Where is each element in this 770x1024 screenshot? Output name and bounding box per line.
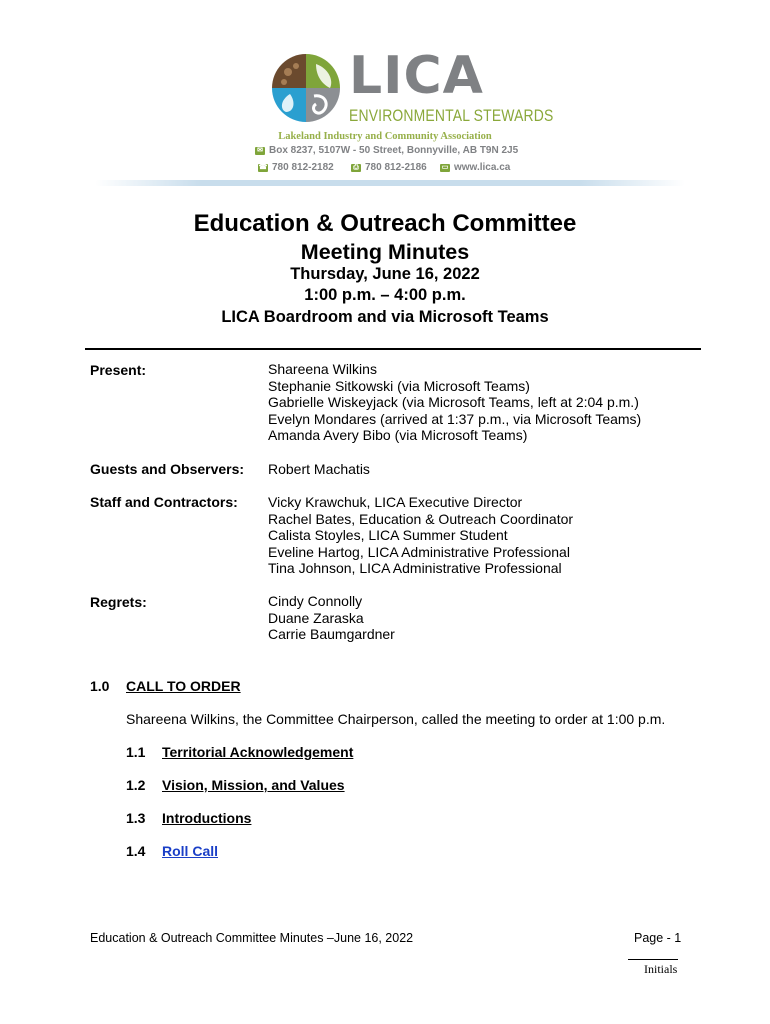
committee-title: Education & Outreach Committee: [193, 210, 577, 237]
present-list: [268, 361, 641, 444]
contact-fax: [351, 162, 427, 173]
guests-list: [268, 461, 370, 478]
rollcall-link[interactable]: Roll Call: [162, 843, 219, 859]
staff-list: [268, 494, 573, 577]
section-title: CALL TO ORDER: [126, 678, 241, 694]
staff-name: Eveline Hartog, LICA Administrative Professional: [268, 543, 570, 560]
lica-logo-mark: [268, 50, 344, 126]
staff-name: Vicky Krawchuk, LICA Executive Director: [268, 494, 523, 510]
subsection-number: 1.1: [126, 744, 146, 760]
section-number: 1.0: [90, 678, 110, 694]
phone-text: 780 812-2182: [272, 162, 334, 173]
regret-name: Cindy Connolly: [268, 593, 363, 609]
initials-line: [628, 959, 678, 960]
guests-label: Guests and Observers:: [90, 461, 245, 477]
subsection-title: Territorial Acknowledgement: [162, 744, 354, 760]
document-type: Meeting Minutes: [300, 240, 470, 264]
subsection-title: Vision, Mission, and Values: [162, 777, 345, 793]
meeting-time: 1:00 p.m. – 4:00 p.m.: [304, 286, 466, 304]
page-number: Page - 1: [634, 931, 682, 945]
attendee-name: Gabrielle Wiskeyjack (via Microsoft Teams, left at 2:04 p.m.): [268, 394, 639, 410]
mail-icon: ✉: [255, 147, 265, 155]
subsection-number: 1.4: [126, 843, 146, 859]
present-label: Present:: [90, 362, 147, 378]
attendee-name: Stephanie Sitkowski (via Microsoft Teams): [268, 377, 530, 394]
staff-name: Rachel Bates, Education & Outreach Coordinator: [268, 510, 574, 527]
subsection-number: 1.2: [126, 777, 146, 793]
attendee-name: Evelyn Mondares (arrived at 1:37 p.m., via Microsoft Teams): [268, 410, 642, 427]
staff-name: Calista Stoyles, LICA Summer Student: [268, 527, 508, 543]
address-text: Box 8237, 5107W - 50 Street, Bonnyville, AB T9N 2J5: [269, 145, 519, 156]
regret-name: Carrie Baumgardner: [268, 626, 395, 642]
staff-label: Staff and Contractors:: [90, 494, 238, 510]
regret-name: Duane Zaraska: [268, 609, 364, 626]
subsection-number: 1.3: [126, 810, 146, 826]
attendee-name: Amanda Avery Bibo (via Microsoft Teams): [268, 427, 528, 443]
attendee-name: Shareena Wilkins: [268, 361, 377, 377]
computer-icon: ▭: [441, 163, 449, 171]
phone-icon: ☎: [258, 163, 268, 171]
contact-website[interactable]: [440, 162, 510, 173]
fax-text: 780 812-2186: [365, 162, 427, 173]
staff-name: Tina Johnson, LICA Administrative Professional: [268, 560, 562, 576]
subsection-title: Introductions: [162, 810, 252, 826]
initials-label: Initials: [644, 962, 678, 976]
website-link[interactable]: www.lica.ca: [454, 162, 511, 173]
fax-icon: ⎙: [351, 164, 361, 172]
contact-address: [255, 145, 518, 156]
logo-wordmark: LICA: [349, 46, 484, 106]
logo-tagline: ENVIRONMENTAL STEWARDS: [349, 106, 554, 125]
footer-title: Education & Outreach Committee Minutes –June 16, 2022: [90, 931, 414, 945]
section-paragraph: Shareena Wilkins, the Committee Chairperson, called the meeting to order at 1:00 p.m.: [126, 711, 666, 727]
letterhead-divider: [95, 180, 685, 186]
guest-name: Robert Machatis: [268, 461, 370, 477]
regrets-list: [268, 593, 395, 643]
meeting-date: Thursday, June 16, 2022: [290, 265, 480, 283]
contact-phone: [258, 162, 334, 173]
regrets-label: Regrets:: [90, 594, 147, 610]
organization-name: Lakeland Industry and Community Association: [278, 131, 492, 142]
header-rule: [85, 348, 701, 350]
meeting-location: LICA Boardroom and via Microsoft Teams: [221, 308, 549, 326]
